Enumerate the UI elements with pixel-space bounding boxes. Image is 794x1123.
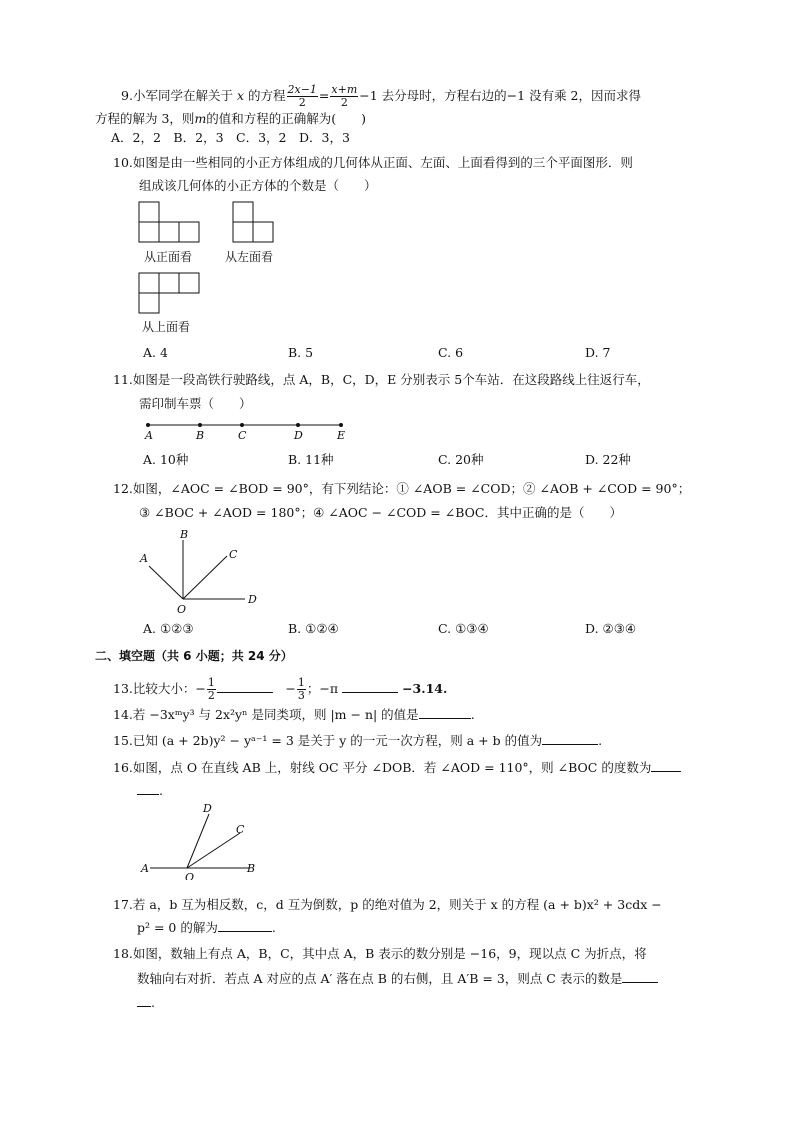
point-o-label: O xyxy=(177,603,187,616)
q15-end: . xyxy=(598,733,603,748)
q16-number: 16. xyxy=(113,760,133,775)
q9-line2-post: 的值和方程的正确解为( ) xyxy=(206,111,367,126)
q12-option-d: D. ②③④ xyxy=(585,621,637,636)
q12-text: 如图，∠AOC = ∠BOD = 90°，有下列结论：① ∠AOB = ∠COD；② ∠AOB + ∠COD = 90°； xyxy=(132,481,691,496)
q13-pre: 比较大小：− xyxy=(132,681,206,696)
point-b-label: B xyxy=(180,528,189,541)
q16-line1 xyxy=(113,759,681,777)
q10-line1 xyxy=(113,154,633,172)
q18-end: . xyxy=(151,995,155,1010)
point-d-label: D xyxy=(248,593,257,606)
station-d-label: D xyxy=(294,429,303,442)
q15-text: 已知 (a + 2b)y² − yᵃ⁻¹ = 3 是关于 y 的一元一次方程，则 a + b 的值为 xyxy=(132,733,543,748)
q14-blank[interactable] xyxy=(419,706,471,719)
q18-blank-a[interactable] xyxy=(622,970,658,983)
q13-frac2-den: 3 xyxy=(297,689,305,702)
station-a-dot xyxy=(146,423,150,427)
q16-angle-figure xyxy=(0,800,794,880)
q13-frac2 xyxy=(297,677,306,702)
q16-point-d-label: D xyxy=(203,802,212,815)
q16-end: . xyxy=(159,783,163,798)
q18-line2-text: 数轴向右对折．若点 A 对应的点 A′ 落在点 B 的右侧，且 A′B = 3，则点 C 表示的数是 xyxy=(137,971,623,986)
caption-front: 从正面看 xyxy=(144,250,193,264)
q12-angle-figure xyxy=(0,526,794,616)
q18-line1 xyxy=(113,945,647,963)
q18-line3 xyxy=(137,994,155,1012)
q17-blank[interactable] xyxy=(218,919,272,932)
q16-point-a-label: A xyxy=(141,862,149,875)
q15-line xyxy=(113,732,602,750)
q16-blank-a[interactable] xyxy=(651,759,681,772)
q12-line1 xyxy=(113,480,690,498)
caption-top: 从上面看 xyxy=(142,320,191,334)
q16-point-o-label: O xyxy=(185,871,195,880)
q9-post: −1 去分母时，方程右边的−1 没有乘 2，因而求得 xyxy=(359,88,641,103)
station-b-dot xyxy=(198,423,202,427)
q15-number: 15. xyxy=(113,733,133,748)
q12-option-c: C. ①③④ xyxy=(438,621,489,636)
q17-line2-text: p² = 0 的解为 xyxy=(137,920,218,935)
q13-frac1-num: 1 xyxy=(207,676,215,689)
q12-option-a: A. ①②③ xyxy=(143,621,194,636)
q16-point-c-label: C xyxy=(236,823,245,836)
q13-mid2: ；−π xyxy=(306,681,339,696)
q16-blank-b[interactable] xyxy=(137,782,159,795)
q11-text: 如图是一段高铁行驶路线，点 A，B，C，D，E 分别表示 5个车站．在这段路线上往返行车， xyxy=(132,372,650,387)
q16-text: 如图，点 O 在直线 AB 上，射线 OC 平分 ∠DOB．若 ∠AOD = 110°，则 ∠BOC 的度数为 xyxy=(132,760,652,775)
caption-left: 从左面看 xyxy=(225,250,274,264)
q10-option-b: B. 5 xyxy=(288,345,314,360)
station-d-dot xyxy=(296,423,300,427)
q9-frac2-den: 2 xyxy=(340,96,348,109)
q11-line1 xyxy=(113,371,650,389)
q13-line xyxy=(113,677,447,702)
ray-oc xyxy=(183,556,227,599)
q13-blank-2[interactable] xyxy=(342,680,398,693)
q9-line2-pre: 方程的解为 3，则 xyxy=(95,111,195,126)
q13-mid: − xyxy=(272,681,296,696)
q9-number: 9. xyxy=(121,88,133,103)
q13-blank-1[interactable] xyxy=(217,680,273,693)
q11-number: 11. xyxy=(113,372,133,387)
q10-option-a: A. 4 xyxy=(143,345,168,360)
q10-line2: 组成该几何体的小正方体的个数是（ ） xyxy=(139,178,377,193)
q17-end: . xyxy=(271,920,276,935)
q9-frac1-den: 2 xyxy=(298,96,306,109)
q11-option-b: B. 11种 xyxy=(288,452,334,467)
q15-blank[interactable] xyxy=(542,732,598,745)
front-view xyxy=(139,202,199,242)
station-c-label: C xyxy=(238,429,247,442)
q12-option-b: B. ①②④ xyxy=(288,621,339,636)
q11-option-a: A. 10种 xyxy=(143,452,189,467)
q9-frac2 xyxy=(330,84,358,109)
q10-number: 10. xyxy=(113,155,133,170)
q13-frac2-num: 1 xyxy=(297,676,305,689)
q18-blank-b[interactable] xyxy=(137,994,151,1007)
q10-option-c: C. 6 xyxy=(438,345,464,360)
q14-end: . xyxy=(470,707,475,722)
q11-route-figure xyxy=(0,418,794,448)
top-view xyxy=(139,273,199,313)
q14-line xyxy=(113,706,475,724)
station-e-dot xyxy=(339,423,343,427)
q13-frac1-den: 2 xyxy=(207,689,215,702)
ray-oc xyxy=(187,833,240,868)
q10-text: 如图是由一些相同的小正方体组成的几何体从正面、左面、上面看得到的三个平面图形．则 xyxy=(132,155,633,170)
q9-options: A．2，2 B．2，3 C．3，2 D．3，3 xyxy=(111,130,350,145)
q11-option-d: D. 22种 xyxy=(585,452,631,467)
q12-number: 12. xyxy=(113,481,133,496)
q18-line2 xyxy=(137,970,658,988)
point-a-label: A xyxy=(140,552,148,565)
q17-line2 xyxy=(137,919,276,937)
q9-frac1-num: 2x−1 xyxy=(287,83,317,96)
q12-line2: ③ ∠BOC + ∠AOD = 180°；④ ∠AOC − ∠COD = ∠BOC．其中正确的是（ ） xyxy=(139,505,622,520)
station-a-label: A xyxy=(145,429,153,442)
point-c-label: C xyxy=(229,548,238,561)
q18-number: 18. xyxy=(113,946,133,961)
q17-text: 若 a，b 互为相反数，c，d 互为倒数，p 的绝对值为 2，则关于 x 的方程 (a + b)x² + 3cdx − xyxy=(132,897,662,912)
q9-frac1 xyxy=(287,84,318,109)
q9-line2 xyxy=(95,110,366,128)
q13-number: 13. xyxy=(113,681,133,696)
q9-eq: = xyxy=(318,88,330,103)
q9-pre: 小军同学在解关于 xyxy=(132,88,233,103)
q16-point-b-label: B xyxy=(247,862,256,875)
q14-text: 若 −3xᵐy³ 与 2x²yⁿ 是同类项，则 |m − n| 的值是 xyxy=(132,707,419,722)
station-e-label: E xyxy=(337,429,346,442)
q9-line1 xyxy=(121,84,641,109)
q11-line2: 需印制车票（ ） xyxy=(139,396,252,411)
q14-number: 14. xyxy=(113,707,133,722)
q17-line1 xyxy=(113,896,662,914)
q13-post: −3.14. xyxy=(402,681,448,696)
q18-text: 如图，数轴上有点 A，B，C，其中点 A，B 表示的数分别是 −16，9，现以点 C 为折点，将 xyxy=(132,946,647,961)
q11-option-c: C. 20种 xyxy=(438,452,484,467)
q17-number: 17. xyxy=(113,897,133,912)
station-c-dot xyxy=(240,423,244,427)
q13-frac1 xyxy=(207,677,216,702)
q10-option-d: D. 7 xyxy=(585,345,611,360)
q10-views-figure xyxy=(0,196,794,376)
left-view xyxy=(233,202,273,242)
q16-line2 xyxy=(137,782,163,800)
ray-od xyxy=(187,814,209,868)
station-b-label: B xyxy=(196,429,205,442)
q9-line2-var: m xyxy=(194,111,207,126)
ray-oa xyxy=(149,566,183,599)
section-2-heading: 二、填空题（共 6 小题；共 24 分） xyxy=(95,649,293,663)
q9-var: x xyxy=(236,88,244,103)
q9-frac2-num: x+m xyxy=(331,83,358,96)
q9-mid: 的方程 xyxy=(247,88,286,103)
